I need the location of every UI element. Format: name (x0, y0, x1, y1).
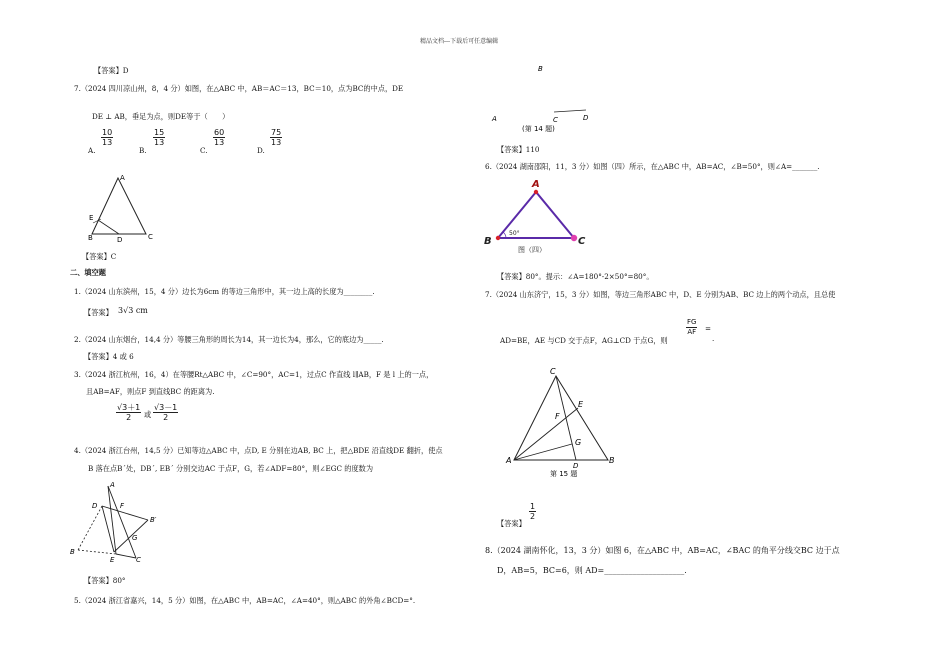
choice-b-den: 13 (154, 138, 165, 147)
fill-7-figure (500, 362, 630, 482)
choice-b-num: 15 (154, 128, 165, 137)
fig4-label-b: B (70, 548, 75, 556)
fill-1-answer-value: 3√3 cm (118, 306, 148, 315)
fill-7-answer-den: 2 (530, 512, 536, 521)
fill-5-figure (486, 60, 596, 138)
fill-7-answer-label: 【答案】 (497, 519, 526, 528)
fig15-label-a: A (506, 456, 512, 465)
fill-3-answer-1-num: √3＋1 (117, 403, 141, 412)
question-7-line2: DE ⊥ AB，垂足为点，则DE等于（ ） (92, 112, 230, 121)
fill-7-question-line2: AD=BE，AE 与CD 交于点F，AG⊥CD 于点G，则 (500, 336, 668, 345)
choice-a-den: 13 (102, 138, 113, 147)
fig4-label-d: D (92, 502, 98, 510)
fill-7-frac-den: AF (687, 328, 697, 336)
fig7-label-c: C (148, 233, 153, 241)
fill-3-answer-1-den: 2 (126, 413, 132, 422)
fig4-label-a: A (110, 481, 115, 489)
fill-6-answer: 【答案】80°。提示：∠A=180°-2×50°=80°。 (497, 272, 654, 281)
fill-7-question-line1: 7.（2024 山东济宁，15，3 分）如图，等边三角形ABC 中，D、E 分别为AB、BC 边上的两个动点，且总使 (485, 290, 836, 299)
fill-3-answer-2-den: 2 (163, 413, 169, 422)
choice-a-label: A. (88, 146, 96, 155)
fig15-caption: 第 15 题 (550, 470, 578, 478)
fill-7-fraction (686, 318, 697, 337)
fill-2-question: 2.（2024 山东烟台，14,4 分）等腰三角形的周长为14，其一边长为4，那么，它的底边为_____. (74, 335, 384, 344)
fig6-label-c: C (578, 236, 586, 247)
fill-5-question: 5.（2024 浙江省嘉兴，14，5 分）如图，在△ABC 中，AB=AC，∠A=40°，则△ABC 的外角∠BCD=°. (74, 596, 416, 605)
fig6-caption: 图（四） (518, 246, 546, 254)
fill-3-answer-fraction-2 (153, 403, 178, 422)
fig14-label-d: D (583, 114, 589, 122)
fill-4-figure (70, 478, 170, 566)
fig6-label-a: A (532, 179, 540, 190)
fill-7-answer-num: 1 (530, 502, 536, 511)
fig7-label-d: D (117, 236, 123, 244)
fig15-label-c: C (550, 367, 556, 376)
fig7-label-b: B (88, 234, 93, 242)
fig14-label-a: A (492, 115, 497, 123)
answer-q7: 【答案】C (82, 252, 117, 261)
fill-4-answer: 【答案】80° (84, 576, 126, 585)
choice-a-fraction (101, 128, 113, 147)
fig6-label-b: B (484, 236, 492, 247)
choice-d-num: 75 (271, 128, 282, 137)
fill-6-figure (484, 174, 590, 258)
section-fill-blank: 二、填空题 (70, 268, 106, 277)
fig15-label-b: B (609, 456, 615, 465)
fig14-label-b: B (538, 65, 543, 73)
page-header: 精品文档---下载后可任意编辑 (420, 38, 499, 45)
fill-3-or: 或 (144, 410, 152, 419)
fig4-label-f: F (120, 502, 125, 510)
fig15-label-f: F (555, 412, 560, 421)
fig4-label-b-prime: B′ (150, 516, 157, 524)
fill-3-question-line1: 3.（2024 浙江杭州，16，4）在等腰Rt△ABC 中，∠C=90°，AC=1，过点C 作直线 l∥AB，F 是 l 上的一点， (74, 370, 434, 379)
fill-8-question-line2: D，AB=5，BC=6，则 AD=____________________. (497, 566, 687, 575)
question-7-figure (84, 170, 164, 246)
fig6-angle-label: 50° (509, 230, 520, 237)
choice-d-den: 13 (271, 138, 282, 147)
fig4-label-c: C (136, 556, 141, 564)
fill-1-question: 1.（2024 山东滨州，15，4 分）边长为6cm 的等边三角形中，其一边上高的长度为________. (74, 287, 375, 296)
fill-7-answer-fraction (529, 502, 536, 521)
choice-c-den: 13 (214, 138, 225, 147)
fig4-label-e: E (110, 556, 115, 564)
choice-c-num: 60 (214, 128, 225, 137)
choice-c-fraction (213, 128, 225, 147)
question-7-line1: 7.（2024 四川凉山州，8，4 分）如图，在△ABC 中，AB＝AC＝13，BC＝10，点为BC的中点，DE (74, 84, 404, 93)
fill-4-question-line1: 4.（2024 浙江台州，14,5 分）已知等边△ABC 中，点D, E 分别在边AB, BC 上，把△BDE 沿直线DE 翻折，使点 (74, 446, 443, 455)
fill-3-answer-2-num: √3－1 (154, 403, 178, 412)
fill-1-answer-label: 【答案】 (84, 308, 113, 317)
choice-b-fraction (153, 128, 165, 147)
choice-a-num: 10 (102, 128, 113, 137)
fig14-caption: (第 14 题) (522, 125, 555, 133)
choice-c-label: C. (200, 146, 208, 155)
fill-7-equals: = (705, 324, 712, 333)
fill-5-answer: 【答案】110 (497, 145, 540, 154)
choice-d-label: D. (257, 146, 265, 155)
fig15-label-d: D (573, 462, 579, 470)
fig14-label-c: C (553, 116, 558, 124)
choice-d-fraction (270, 128, 282, 147)
fill-8-question-line1: 8.（2024 湖南怀化，13，3 分）如图 6，在△ABC 中，AB=AC，∠BAC 的角平分线交BC 边于点 (485, 546, 840, 555)
fill-2-answer: 【答案】4 或 6 (84, 352, 134, 361)
fill-3-question-line2: 且AB=AF，则点F 到直线BC 的距离为. (86, 387, 215, 396)
fill-7-period: . (712, 334, 715, 343)
fig15-label-e: E (578, 400, 584, 409)
fig15-label-g: G (575, 438, 582, 447)
answer-previous: 【答案】D (94, 66, 129, 75)
fill-4-question-line2: B 落在点B´处，DB´, EB´ 分别交边AC 于点F，G，若∠ADF=80°，则∠EGC 的度数为 (88, 464, 374, 473)
fill-3-answer-fraction-1 (116, 403, 141, 422)
fig7-label-a: A (120, 174, 125, 182)
fig4-label-g: G (132, 534, 138, 542)
fig7-label-e: E (89, 214, 94, 222)
fill-7-frac-num: FG (687, 318, 697, 326)
choice-b-label: B. (139, 146, 147, 155)
fill-6-question: 6.（2024 湖南邵阳，11，3 分）如图（四）所示，在△ABC 中，AB=AC，∠B=50°，则∠A=_______. (485, 162, 820, 171)
